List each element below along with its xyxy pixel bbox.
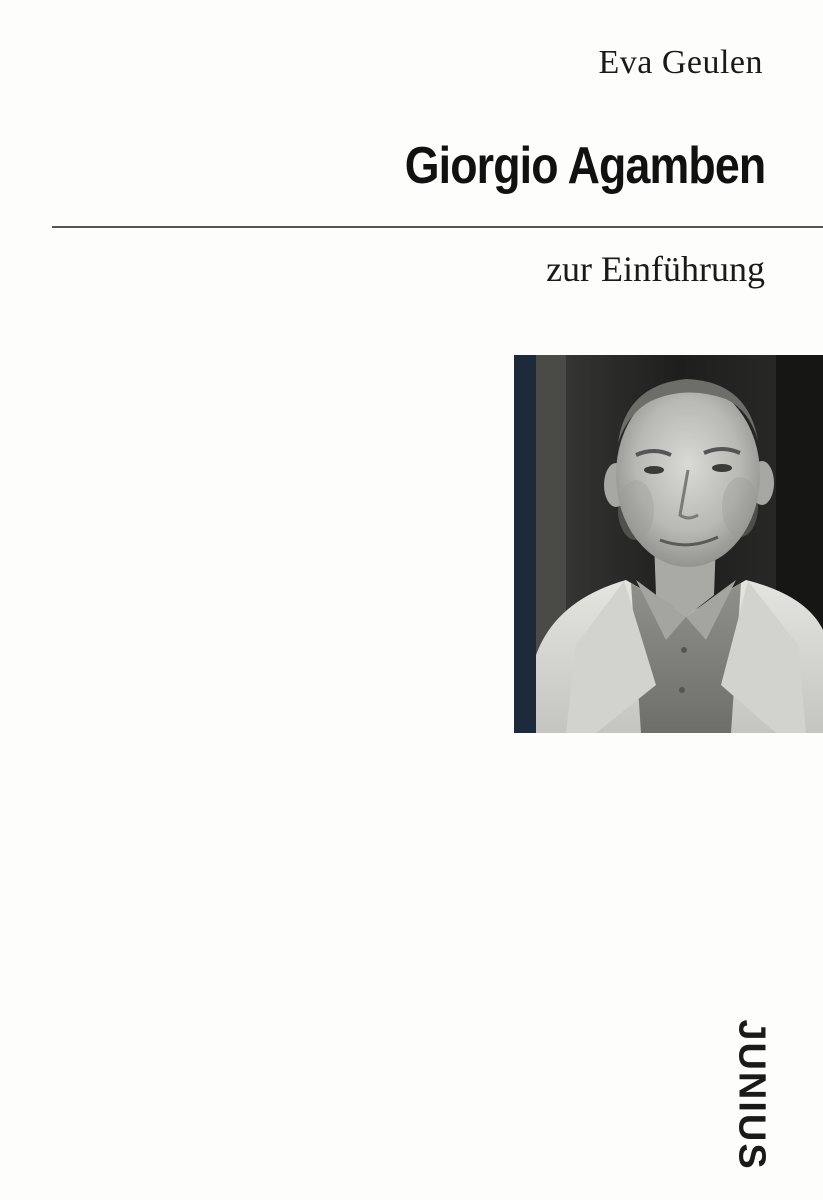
portrait-illustration — [536, 355, 823, 733]
book-title: Giorgio Agamben — [404, 137, 765, 195]
book-subtitle: zur Einführung — [546, 249, 765, 289]
publisher-name: JUNIUS — [730, 1019, 773, 1171]
author-name: Eva Geulen — [598, 44, 763, 81]
publisher-imprint — [726, 1010, 776, 1180]
title-divider — [52, 226, 823, 228]
photo-accent-bar — [514, 355, 536, 733]
author-portrait-photo — [536, 355, 823, 733]
